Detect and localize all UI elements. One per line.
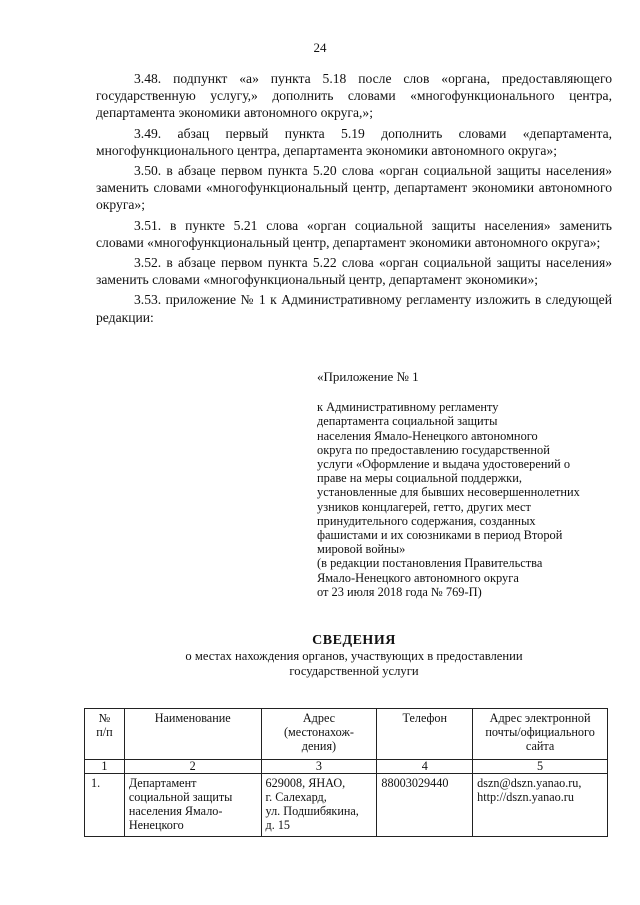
row-email-link[interactable]: dszn@dszn.yanao.ru, [477, 776, 582, 790]
header-text: сайта [525, 739, 555, 753]
header-text: дения) [301, 739, 337, 753]
header-text: № [98, 711, 111, 725]
appendix-line: принудительного содержания, созданных [317, 513, 536, 528]
header-text: Наименование [154, 711, 231, 725]
appendix-line: установленные для бывших несовершеннолетних [317, 485, 580, 500]
header-cell-phone [377, 709, 473, 760]
paragraph-3-53: 3.53. приложение № 1 к Административному регламенту изложить в следующей редакции: [96, 292, 612, 325]
appendix-line: праве на меры социальной поддержки, [317, 471, 522, 486]
heading-title: СВЕДЕНИЯ [312, 633, 396, 648]
table-row [85, 774, 608, 837]
row-name-line: Ненецкого [128, 818, 184, 832]
locations-table [84, 708, 608, 837]
appendix-line: услуги «Оформление и выдача удостоверений о [317, 457, 571, 472]
appendix-line: (в редакции постановления Правительства [317, 556, 543, 571]
header-cell-number [85, 709, 125, 760]
paragraph-3-52: 3.52. в абзаце первом пункта 5.22 слова «орган социальной защиты населения» заменить словами «многофункциональный центр, департамент экономики»; [96, 255, 612, 288]
row-name-line: Департамент [128, 776, 197, 790]
row-name [124, 774, 261, 837]
paragraph-3-49: 3.49. абзац первый пункта 5.19 дополнить словами «департамента, многофункционального центра, департамента экономики автономного округа»; [96, 125, 612, 158]
amendment-paragraphs [96, 70, 612, 329]
column-number: 2 [124, 760, 261, 774]
paragraph-3-48: 3.48. подпункт «а» пункта 5.18 после слов «органа, предоставляющего государственную услугу,» дополнить словами «многофункционального центра, департамента экономики автономного округа,»; [96, 71, 612, 121]
header-text: (местонахож- [283, 725, 354, 739]
row-site-link[interactable]: http://dszn.yanao.ru [477, 790, 574, 804]
header-cell-name [124, 709, 261, 760]
appendix-note [317, 370, 617, 599]
table-header-row [85, 709, 608, 760]
column-number: 1 [85, 760, 125, 774]
header-text: Адрес электронной [489, 711, 591, 725]
column-number: 4 [377, 760, 473, 774]
appendix-line: фашистами и их союзниками в период Второй [317, 528, 563, 543]
appendix-line: мировой войны» [317, 542, 406, 557]
paragraph-3-51: 3.51. в пункте 5.21 слова «орган социальной защиты населения» заменить словами «многофункциональный центр, департамент экономики автономного округа»; [96, 217, 612, 250]
appendix-line: департамента социальной защиты [317, 414, 498, 429]
row-address-line: 629008, ЯНАО, [265, 776, 346, 790]
column-number: 5 [473, 760, 608, 774]
row-web [473, 774, 608, 837]
appendix-line: к Административному регламенту [317, 400, 499, 415]
row-name-line: населения Ямало- [128, 804, 223, 818]
page-number: 24 [313, 40, 327, 55]
header-text: Телефон [402, 711, 448, 725]
appendix-line: от 23 июля 2018 года № 769-П) [317, 584, 482, 599]
paragraph-3-50: 3.50. в абзаце первом пункта 5.20 слова «орган социальной защиты населения» заменить словами «многофункциональный центр, департамент экономики автономного округа»; [96, 163, 612, 213]
appendix-line: округа по предоставлению государственной [317, 442, 550, 457]
header-text: Адрес [302, 711, 336, 725]
row-number: 1. [85, 774, 125, 837]
heading-subtitle-line: государственной услуги [289, 664, 419, 678]
column-number: 3 [261, 760, 377, 774]
header-text: п/п [96, 725, 113, 739]
row-address-line: ул. Подшибякина, [265, 804, 359, 818]
appendix-line: населения Ямало-Ненецкого автономного [317, 428, 538, 443]
header-text: почты/официального [485, 725, 595, 739]
appendix-line: Ямало-Ненецкого автономного округа [317, 570, 519, 585]
header-cell-address [261, 709, 377, 760]
heading-subtitle-line: о местах нахождения органов, участвующих в предоставлении [185, 649, 523, 663]
appendix-line: узников концлагерей, гетто, других мест [317, 499, 531, 514]
row-phone: 88003029440 [377, 774, 473, 837]
row-address-line: г. Салехард, [265, 790, 327, 804]
header-cell-web [473, 709, 608, 760]
appendix-title: «Приложение № 1 [317, 369, 419, 384]
column-number-row [85, 760, 608, 774]
row-name-line: социальной защиты [128, 790, 233, 804]
section-heading [96, 633, 612, 679]
row-address [261, 774, 377, 837]
row-address-line: д. 15 [265, 818, 291, 832]
